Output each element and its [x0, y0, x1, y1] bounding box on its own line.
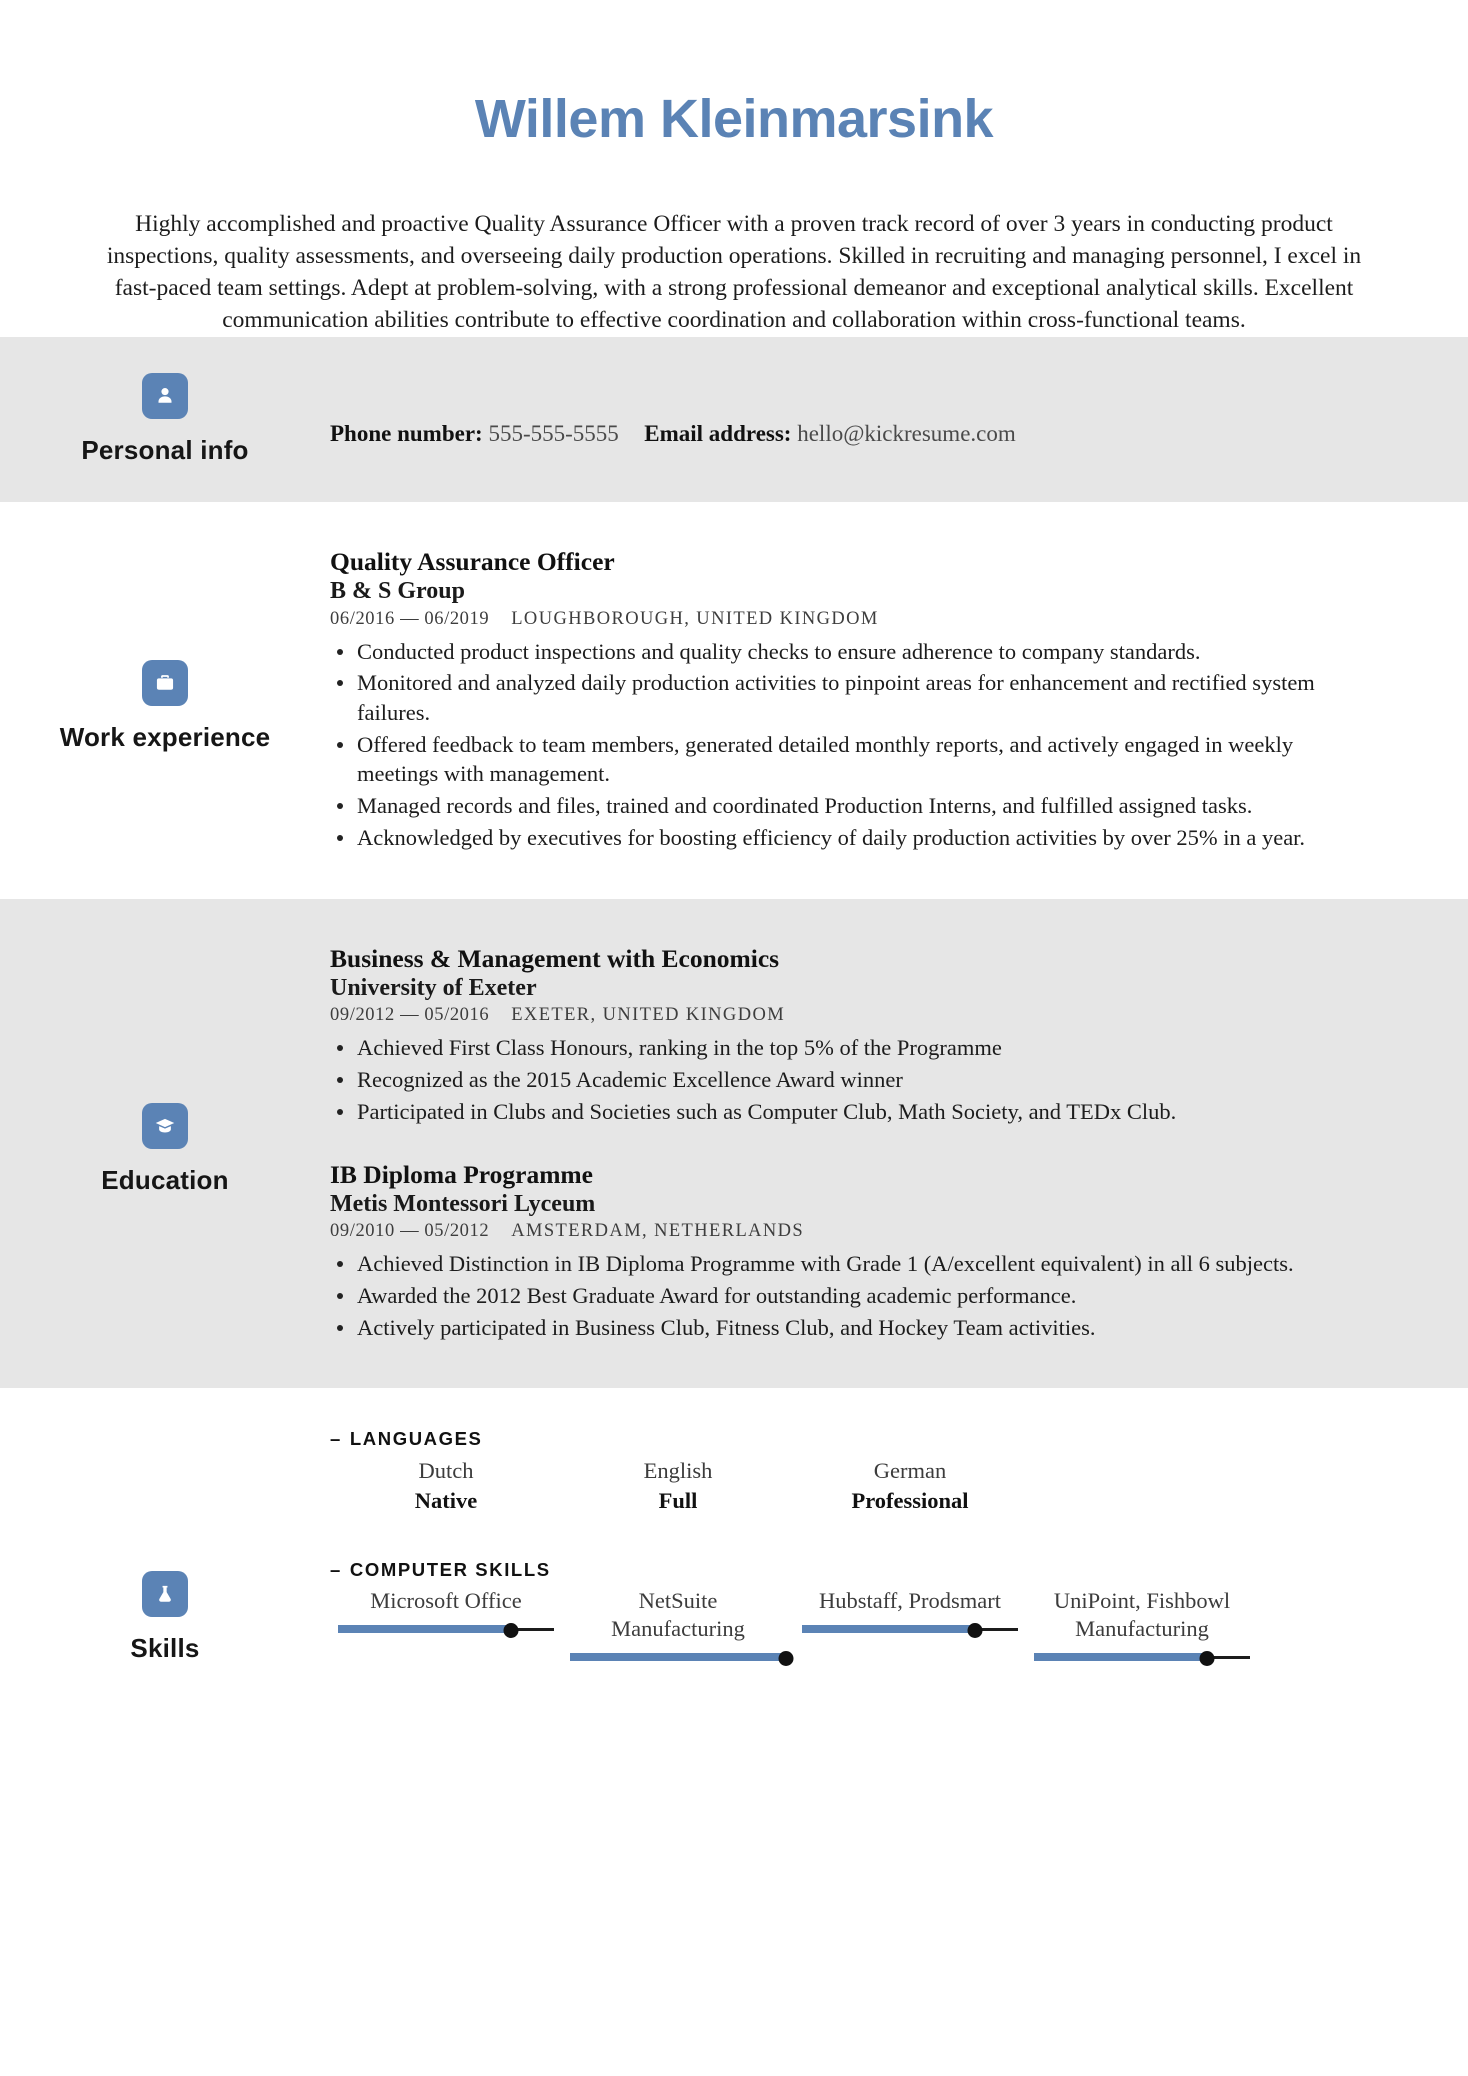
entry-bullet-list	[330, 1033, 1358, 1126]
section-personal-info	[0, 337, 1468, 502]
skill-name: UniPoint, Fishbowl Manufacturing	[1053, 1587, 1231, 1642]
skill-knob[interactable]	[1199, 1651, 1214, 1666]
entry	[330, 1159, 1358, 1343]
skill-group-label: COMPUTER SKILLS	[349, 1558, 551, 1580]
entry-meta	[330, 609, 1358, 630]
skill-fill	[802, 1625, 975, 1633]
dash-glyph: –	[330, 1428, 342, 1450]
entry-bullet: Achieved Distinction in IB Diploma Programme with Grade 1 (A/excellent equivalent) in all 6 subjects.	[330, 1249, 1358, 1279]
skill-level-slider[interactable]	[802, 1623, 1018, 1637]
entry	[330, 546, 1358, 853]
skill-fill	[570, 1653, 786, 1661]
entry-dates: 09/2012 — 05/2016	[330, 1005, 490, 1026]
entry-bullet-list	[330, 1249, 1358, 1342]
page-title: Willem Kleinmarsink	[474, 89, 994, 149]
entry-bullet: Acknowledged by executives for boosting efficiency of daily production activities by over 25% in a year.	[330, 823, 1358, 853]
section-work-experience	[0, 502, 1468, 899]
skill-group	[330, 1428, 1358, 1519]
section-title-skills: Skills	[130, 1633, 200, 1664]
skill-item	[562, 1587, 794, 1665]
entry-bullet: Achieved First Class Honours, ranking in the top 5% of the Programme	[330, 1033, 1358, 1063]
entry-bullet: Recognized as the 2015 Academic Excellence Award winner	[330, 1065, 1358, 1095]
email-label: Email address:	[644, 421, 792, 447]
entry-bullet: Participated in Clubs and Societies such as Computer Club, Math Society, and TEDx Club.	[330, 1097, 1358, 1127]
language-level: Full	[658, 1487, 698, 1513]
section-skills-header	[0, 1428, 330, 1687]
briefcase-icon	[142, 660, 188, 706]
entry-title: IB Diploma Programme	[330, 1159, 593, 1189]
dash-glyph: –	[330, 1558, 342, 1580]
language-item	[794, 1456, 1026, 1515]
flask-icon	[142, 1571, 188, 1617]
entry-organization: Metis Montessori Lyceum	[330, 1190, 596, 1217]
skill-knob[interactable]	[503, 1623, 518, 1638]
skill-group-label: LANGUAGES	[349, 1428, 483, 1450]
skill-group-title	[330, 1428, 1358, 1450]
entry-bullet: Offered feedback to team members, generated detailed monthly reports, and actively engaged in weekly meetings with management.	[330, 730, 1358, 789]
email-value: hello@kickresume.com	[797, 421, 1016, 447]
entry-location: EXETER, UNITED KINGDOM	[511, 1005, 786, 1026]
entry-organization: B & S Group	[330, 577, 465, 604]
language-grid	[330, 1456, 1358, 1519]
education-content	[330, 943, 1468, 1343]
skill-level-slider[interactable]	[570, 1651, 786, 1665]
entry-dates: 09/2010 — 05/2012	[330, 1221, 490, 1242]
skill-item	[330, 1587, 562, 1665]
section-title-education: Education	[101, 1165, 229, 1195]
entry	[330, 943, 1358, 1127]
skill-level-slider[interactable]	[1034, 1651, 1250, 1665]
entry-meta	[330, 1221, 1358, 1242]
resume-header	[0, 0, 1468, 337]
section-work-experience-header	[0, 546, 330, 853]
skill-group	[330, 1559, 1358, 1687]
section-skills	[0, 1388, 1468, 1757]
skill-knob[interactable]	[967, 1623, 982, 1638]
language-name: Dutch	[418, 1458, 474, 1484]
entry-bullet: Actively participated in Business Club, Fitness Club, and Hockey Team activities.	[330, 1313, 1358, 1343]
language-name: English	[643, 1458, 713, 1484]
language-item	[330, 1456, 562, 1515]
skill-name: Microsoft Office	[370, 1587, 522, 1613]
section-personal-info-header	[0, 373, 330, 466]
entry-organization: University of Exeter	[330, 974, 537, 1001]
entry-bullet: Managed records and files, trained and coordinated Production Interns, and fulfilled assigned tasks.	[330, 791, 1358, 821]
section-title-work-experience: Work experience	[59, 721, 271, 752]
skill-item	[1026, 1587, 1258, 1665]
skill-item	[794, 1587, 1026, 1665]
language-level: Native	[414, 1487, 478, 1513]
entry-title: Business & Management with Economics	[330, 943, 780, 973]
entry-bullet: Monitored and analyzed daily production activities to pinpoint areas for enhancement and rectified system failures.	[330, 668, 1358, 727]
entry-bullet: Conducted product inspections and quality checks to ensure adherence to company standards.	[330, 637, 1358, 667]
contact-line	[330, 387, 1358, 452]
section-education	[0, 899, 1468, 1389]
entry-bullet-list	[330, 637, 1358, 853]
skills-content	[330, 1428, 1468, 1687]
skill-group-title	[330, 1559, 1358, 1581]
entry-meta	[330, 1005, 1358, 1026]
skill-name: NetSuite Manufacturing	[611, 1587, 745, 1642]
entry-dates: 06/2016 — 06/2019	[330, 608, 490, 629]
person-icon	[142, 373, 188, 419]
skill-level-slider[interactable]	[338, 1623, 554, 1637]
entry-location: LOUGHBOROUGH, UNITED KINGDOM	[511, 608, 879, 629]
entry-title: Quality Assurance Officer	[330, 546, 615, 576]
section-title-personal-info: Personal info	[81, 434, 249, 465]
language-item	[562, 1456, 794, 1515]
language-name: German	[873, 1458, 947, 1484]
language-level: Professional	[851, 1487, 969, 1513]
phone-value: 555-555-5555	[488, 421, 619, 447]
skill-fill	[1034, 1653, 1207, 1661]
skill-fill	[338, 1625, 511, 1633]
skill-knob[interactable]	[779, 1651, 794, 1666]
section-education-header	[0, 943, 330, 1343]
phone-label: Phone number:	[330, 421, 483, 447]
work-experience-content	[330, 546, 1468, 853]
profile-summary: Highly accomplished and proactive Quality Assurance Officer with a proven track record of over 3 years in conducting product inspections, quality assessments, and overseeing daily production operations. Skilled in recruiting and managing personnel, I excel in fast-paced team settings. Adept at problem-solving, with a strong professional demeanor and exceptional analytical skills. Excellent communication abilities contribute to effective coordination and collaboration within cross-functional teams.	[106, 211, 1362, 333]
graduation-cap-icon	[142, 1103, 188, 1149]
skill-name: Hubstaff, Prodsmart	[818, 1587, 1002, 1613]
skill-grid	[330, 1587, 1358, 1687]
entry-bullet: Awarded the 2012 Best Graduate Award for outstanding academic performance.	[330, 1281, 1358, 1311]
entry-location: AMSTERDAM, NETHERLANDS	[511, 1221, 805, 1242]
personal-info-content	[330, 387, 1468, 452]
